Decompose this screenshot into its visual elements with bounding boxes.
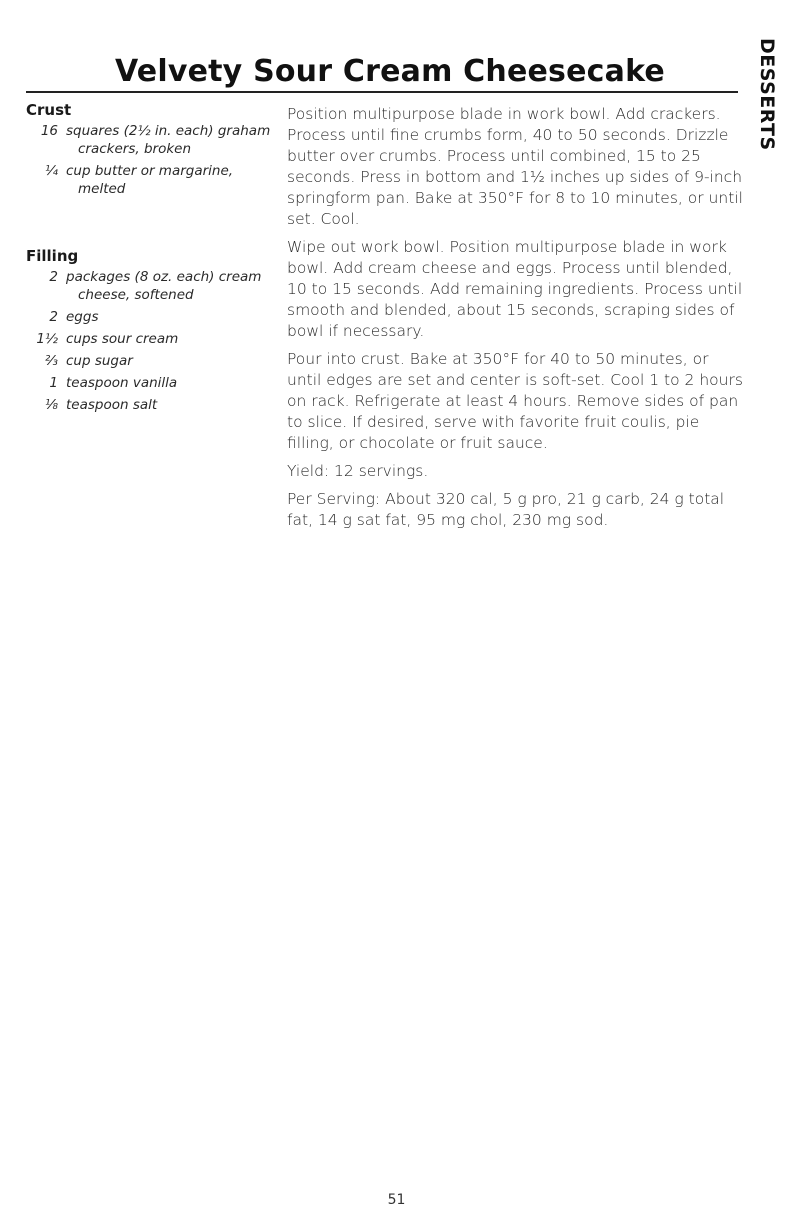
ingredient-quantity: ¼ <box>44 163 58 179</box>
section-side-tab <box>753 38 781 168</box>
ingredient-quantity: ⅛ <box>44 397 58 413</box>
ingredient-quantity: 16 <box>40 123 58 139</box>
ingredient-description: teaspoon vanilla <box>66 375 178 391</box>
recipe-title: Velvety Sour Cream Cheesecake <box>115 54 665 89</box>
ingredient-item <box>26 374 276 392</box>
direction-paragraph: Position multipurpose blade in work bowl. Add crackers. Process until fine crumbs form, 40 to 50 seconds. Drizzle butter over crumbs. Process until combined, 15 to 25 seconds. Press in bottom and 1½ inches up sides of 9-inch springform pan. Bake at 350°F for 8 to 10 minutes, or until set. Cool. <box>287 105 743 228</box>
title-rule <box>26 91 738 93</box>
ingredient-item <box>26 396 276 414</box>
section-side-tab-label: DESSERTS <box>756 38 778 151</box>
ingredient-description: cups sour cream <box>66 331 179 347</box>
ingredient-item <box>26 308 276 326</box>
filling-heading: Filling <box>26 247 79 265</box>
ingredient-description: packages (8 oz. each) cream cheese, softened <box>66 269 262 303</box>
ingredient-quantity: ⅔ <box>44 353 58 369</box>
ingredient-description: cup butter or margarine, melted <box>66 163 234 197</box>
direction-paragraph: Pour into crust. Bake at 350°F for 40 to 50 minutes, or until edges are set and center is soft-set. Cool 1 to 2 hours on rack. Refrigerate at least 4 hours. Remove sides of pan to slice. If desired, serve with favorite fruit coulis, pie filling, or chocolate or fruit sauce. <box>287 350 743 452</box>
ingredient-description: eggs <box>66 309 99 325</box>
ingredient-description: teaspoon salt <box>66 397 158 413</box>
ingredient-description: squares (2½ in. each) graham crackers, broken <box>66 123 271 157</box>
ingredient-item <box>26 352 276 370</box>
yield-text: Yield: 12 servings. <box>287 462 429 480</box>
ingredient-quantity: 2 <box>49 309 58 325</box>
ingredient-quantity: 2 <box>49 269 58 285</box>
ingredient-item <box>26 162 276 198</box>
ingredient-description: cup sugar <box>66 353 133 369</box>
ingredient-item <box>26 330 276 348</box>
page-number: 51 <box>387 1192 406 1208</box>
direction-paragraph: Wipe out work bowl. Position multipurpose blade in work bowl. Add cream cheese and eggs. Process until blended, 10 to 15 seconds. Add remaining ingredients. Process until smooth and blended, about 15 seconds, scraping sides of bowl if necessary. <box>287 238 743 340</box>
ingredient-quantity: 1½ <box>36 331 58 347</box>
ingredient-quantity: 1 <box>49 375 58 391</box>
ingredient-item <box>26 268 276 304</box>
directions-column <box>287 104 747 538</box>
ingredients-column <box>26 100 276 414</box>
ingredient-item <box>26 122 276 158</box>
crust-heading: Crust <box>26 101 72 119</box>
nutrition-text: Per Serving: About 320 cal, 5 g pro, 21 g carb, 24 g total fat, 14 g sat fat, 95 mg chol, 230 mg sod. <box>287 490 725 529</box>
